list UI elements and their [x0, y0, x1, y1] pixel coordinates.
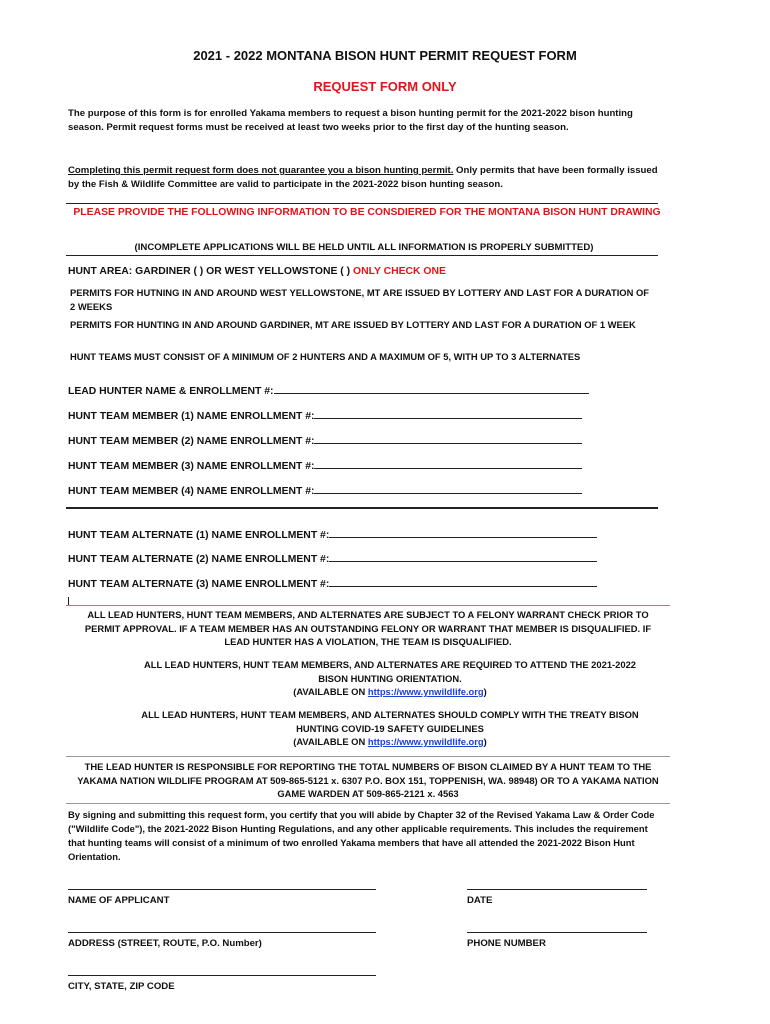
- felony-notice: ALL LEAD HUNTERS, HUNT TEAM MEMBERS, AND ALTERNATES ARE SUBJECT TO A FELONY WARRANT CHECK PRIOR TO PERMIT APPROVAL. IF A TEAM MEMBER HAS AN OUTSTANDING FELONY OR WARRANT THAT MEMBER IS DISQUALIFIED. IF LEAD HUNTER HAS A VIOLATION, THE TEAM IS DISQUALIFIED.: [84, 609, 652, 647]
- phone-number-label: PHONE NUMBER: [467, 938, 546, 949]
- availability-prefix: (AVAILABLE ON: [293, 736, 368, 747]
- field-label: HUNT TEAM ALTERNATE (1) NAME ENROLLMENT #:: [68, 530, 330, 541]
- incomplete-note: (INCOMPLETE APPLICATIONS WILL BE HELD UNTIL ALL INFORMATION IS PROPERLY SUBMITTED): [134, 242, 594, 253]
- field-label: HUNT TEAM MEMBER (2) NAME ENROLLMENT #:: [68, 436, 315, 447]
- hunt-area-label: HUNT AREA: GARDINER ( ) OR WEST YELLOWSTONE ( ): [68, 266, 351, 277]
- field-label: HUNT TEAM MEMBER (4) NAME ENROLLMENT #:: [68, 486, 315, 497]
- availability-suffix: ): [483, 686, 487, 697]
- guarantee-paragraph: [68, 164, 668, 192]
- field-label: LEAD HUNTER NAME & ENROLLMENT #:: [68, 386, 274, 397]
- field-blank[interactable]: [314, 483, 582, 494]
- lead-hunter-field[interactable]: [68, 383, 589, 397]
- ynwildlife-link[interactable]: https://www.ynwildlife.org: [367, 736, 484, 747]
- covid-availability: [110, 735, 670, 749]
- certification-paragraph: By signing and submitting this request form, you certify that you will abide by Chapter 32 of the Revised Yakama Law & Order Code ("Wildlife Code"), the 2021-2022 Bison Hunting Regulations, and any other applicable requirements. This includes the requirement that hunting teams will consist of a minimum of two enrolled Yakama members that have all attended the 2021-2022 Bison Hunt Orientation.: [68, 809, 655, 862]
- team-member-1-field[interactable]: [68, 408, 582, 422]
- rule-team-size: HUNT TEAMS MUST CONSIST OF A MINIMUM OF 2 HUNTERS AND A MAXIMUM OF 5, WITH UP TO 3 ALTERNATES: [70, 351, 581, 362]
- form-title: 2021 - 2022 MONTANA BISON HUNT PERMIT REQUEST FORM: [193, 48, 577, 63]
- team-member-3-field[interactable]: [68, 458, 582, 472]
- divider: [66, 203, 658, 204]
- hunt-area-note: ONLY CHECK ONE: [352, 266, 446, 277]
- team-member-4-field[interactable]: [68, 483, 582, 497]
- reporting-notice: THE LEAD HUNTER IS RESPONSIBLE FOR REPORTING THE TOTAL NUMBERS OF BISON CLAIMED BY A HUNT TEAM TO THE YAKAMA NATION WILDLIFE PROGRAM AT 509-865-5121 x. 6307 P.O. BOX 151, TOPPENISH, WA. 98948) OR TO A YAKAMA NATION GAME WARDEN AT 509-865-2121 x. 4563: [77, 761, 659, 799]
- city-signature-line[interactable]: [68, 975, 376, 976]
- field-blank[interactable]: [274, 383, 589, 394]
- field-blank[interactable]: [314, 458, 582, 469]
- alternate-2-field[interactable]: [68, 551, 597, 565]
- intro-paragraph: The purpose of this form is for enrolled Yakama members to request a bison hunting permit for the 2021-2022 bison hunting season. Permit request forms must be received at least two weeks prior to the first day of the hunting season.: [68, 108, 633, 133]
- alternate-3-field[interactable]: [68, 576, 597, 590]
- date-signature-line[interactable]: [467, 889, 647, 890]
- availability-prefix: (AVAILABLE ON: [293, 686, 368, 697]
- address-label: ADDRESS (STREET, ROUTE, P.O. Number): [68, 938, 262, 949]
- orientation-availability: [110, 685, 670, 699]
- city-state-zip-label: CITY, STATE, ZIP CODE: [68, 981, 175, 992]
- hunt-area-row: [68, 266, 446, 277]
- alternate-1-field[interactable]: [68, 527, 597, 541]
- name-of-applicant-label: NAME OF APPLICANT: [68, 895, 170, 906]
- covid-line-1: ALL LEAD HUNTERS, HUNT TEAM MEMBERS, AND ALTERNATES SHOULD COMPLY WITH THE TREATY BISON: [141, 709, 639, 720]
- covid-notice: [110, 708, 670, 749]
- provide-heading: PLEASE PROVIDE THE FOLLOWING INFORMATION TO BE CONSDIERED FOR THE MONTANA BISON HUNT DRAWING: [73, 207, 661, 218]
- address-signature-line[interactable]: [68, 932, 376, 933]
- field-blank[interactable]: [329, 576, 597, 587]
- name-signature-line[interactable]: [68, 889, 376, 890]
- covid-line-2: HUNTING COVID-19 SAFETY GUIDELINES: [296, 722, 484, 734]
- rule-gardiner: PERMITS FOR HUNTING IN AND AROUND GARDINER, MT ARE ISSUED BY LOTTERY AND LAST FOR A DURATION OF 1 WEEK: [70, 319, 636, 330]
- orientation-line-2: BISON HUNTING ORIENTATION.: [318, 672, 462, 684]
- field-blank[interactable]: [329, 527, 597, 538]
- form-subtitle: REQUEST FORM ONLY: [313, 79, 457, 94]
- field-blank[interactable]: [314, 433, 582, 444]
- field-label: HUNT TEAM ALTERNATE (3) NAME ENROLLMENT #:: [68, 579, 330, 590]
- date-label: DATE: [467, 895, 493, 906]
- field-label: HUNT TEAM MEMBER (1) NAME ENROLLMENT #:: [68, 411, 315, 422]
- ynwildlife-link[interactable]: https://www.ynwildlife.org: [367, 686, 484, 697]
- blue-divider: [66, 605, 670, 606]
- phone-signature-line[interactable]: [467, 932, 647, 933]
- availability-suffix: ): [483, 736, 487, 747]
- field-label: HUNT TEAM MEMBER (3) NAME ENROLLMENT #:: [68, 461, 315, 472]
- team-member-2-field[interactable]: [68, 433, 582, 447]
- orientation-notice: [110, 658, 670, 699]
- rule-west-yellowstone: PERMITS FOR HUTNING IN AND AROUND WEST YELLOWSTONE, MT ARE ISSUED BY LOTTERY AND LAST FOR A DURATION OF 2 WEEKS: [70, 287, 649, 312]
- divider: [66, 255, 658, 256]
- divider: [66, 756, 670, 757]
- section-divider: [66, 507, 658, 509]
- orientation-line-1: ALL LEAD HUNTERS, HUNT TEAM MEMBERS, AND ALTERNATES ARE REQUIRED TO ATTEND THE 2021-2022: [143, 659, 637, 670]
- field-label: HUNT TEAM ALTERNATE (2) NAME ENROLLMENT #:: [68, 554, 330, 565]
- divider: [66, 803, 670, 804]
- guarantee-rest-text: Only permits that have been formally issued by the Fish & Wildlife Committee are valid to participate in the 2021-2022 bison hunting season.: [68, 165, 658, 190]
- field-blank[interactable]: [329, 551, 597, 562]
- field-blank[interactable]: [314, 408, 582, 419]
- guarantee-underlined-text: Completing this permit request form does not guarantee you a bison hunting permit.: [68, 165, 454, 176]
